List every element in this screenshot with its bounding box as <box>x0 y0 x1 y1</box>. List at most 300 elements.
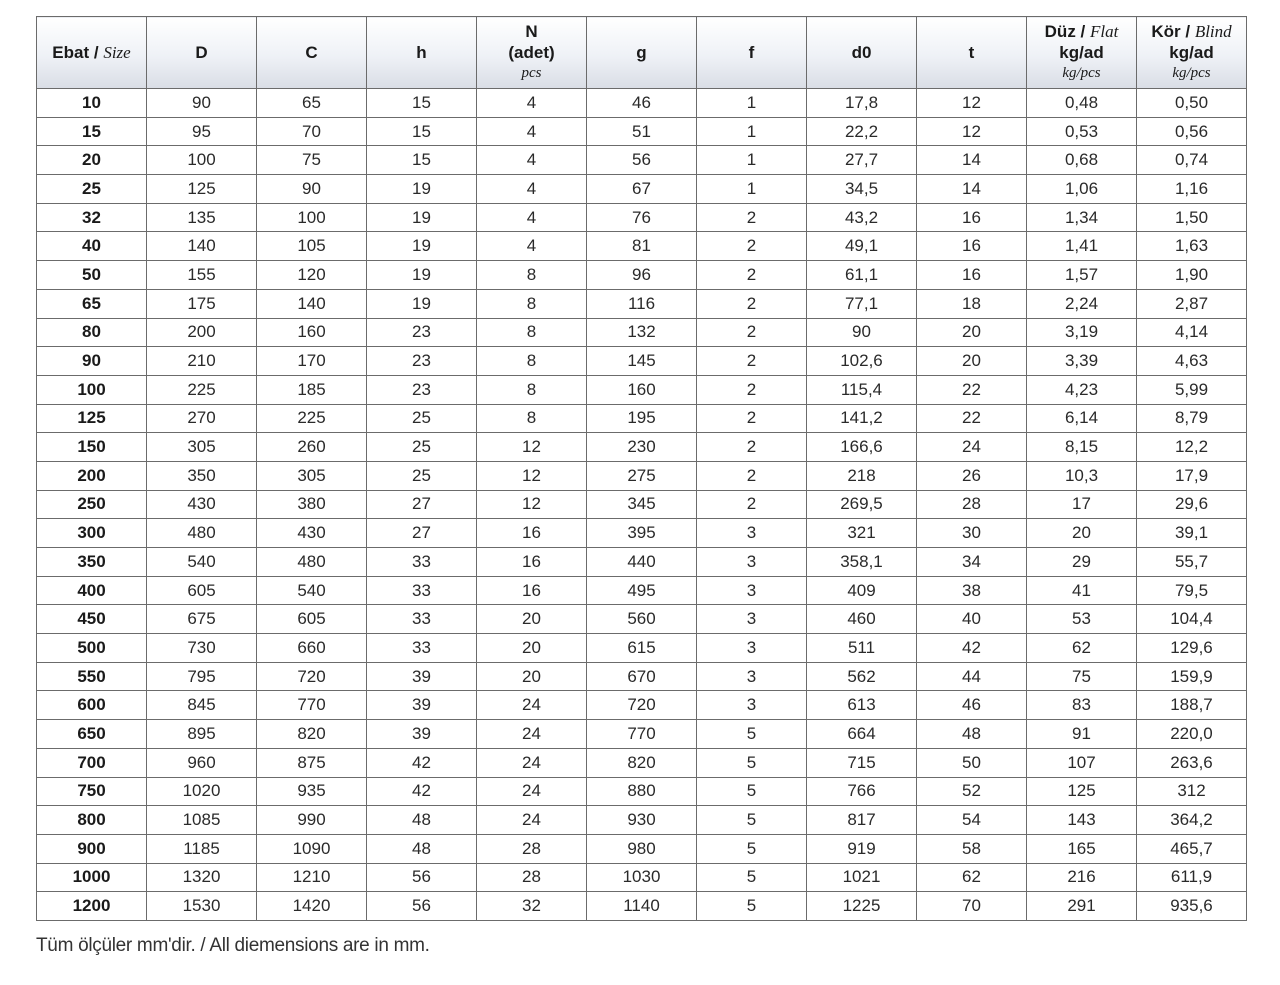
header-flat-en: Flat <box>1090 22 1119 41</box>
cell-d0: 34,5 <box>807 175 917 204</box>
header-n <box>477 17 587 89</box>
cell-f: 2 <box>697 261 807 290</box>
cell-size: 800 <box>37 806 147 835</box>
cell-h: 15 <box>367 146 477 175</box>
cell-c: 1090 <box>257 834 367 863</box>
cell-blind-weight: 159,9 <box>1137 662 1247 691</box>
cell-g: 67 <box>587 175 697 204</box>
cell-f: 2 <box>697 375 807 404</box>
cell-d0: 61,1 <box>807 261 917 290</box>
cell-n: 8 <box>477 318 587 347</box>
cell-n: 4 <box>477 117 587 146</box>
cell-c: 260 <box>257 433 367 462</box>
table-row <box>37 289 1247 318</box>
cell-h: 19 <box>367 203 477 232</box>
table-row <box>37 117 1247 146</box>
cell-blind-weight: 465,7 <box>1137 834 1247 863</box>
table-row <box>37 777 1247 806</box>
cell-h: 27 <box>367 519 477 548</box>
cell-flat-weight: 41 <box>1027 576 1137 605</box>
cell-f: 5 <box>697 777 807 806</box>
table-row <box>37 519 1247 548</box>
cell-flat-weight: 125 <box>1027 777 1137 806</box>
cell-f: 2 <box>697 404 807 433</box>
cell-c: 105 <box>257 232 367 261</box>
cell-g: 96 <box>587 261 697 290</box>
table-row <box>37 232 1247 261</box>
cell-c: 65 <box>257 89 367 118</box>
cell-size: 550 <box>37 662 147 691</box>
cell-n: 12 <box>477 490 587 519</box>
cell-n: 8 <box>477 347 587 376</box>
cell-g: 46 <box>587 89 697 118</box>
cell-d: 155 <box>147 261 257 290</box>
cell-flat-weight: 0,53 <box>1027 117 1137 146</box>
cell-blind-weight: 17,9 <box>1137 461 1247 490</box>
cell-f: 2 <box>697 461 807 490</box>
cell-d: 1530 <box>147 892 257 921</box>
header-size-tr: Ebat / <box>52 43 99 62</box>
cell-h: 56 <box>367 892 477 921</box>
table-row <box>37 806 1247 835</box>
cell-flat-weight: 107 <box>1027 748 1137 777</box>
cell-g: 720 <box>587 691 697 720</box>
cell-n: 8 <box>477 261 587 290</box>
table-row <box>37 89 1247 118</box>
cell-d: 90 <box>147 89 257 118</box>
table-header <box>37 17 1247 89</box>
cell-size: 150 <box>37 433 147 462</box>
cell-size: 32 <box>37 203 147 232</box>
cell-h: 19 <box>367 175 477 204</box>
cell-flat-weight: 216 <box>1027 863 1137 892</box>
cell-f: 1 <box>697 146 807 175</box>
cell-f: 2 <box>697 347 807 376</box>
table-row <box>37 576 1247 605</box>
cell-t: 20 <box>917 347 1027 376</box>
cell-d: 270 <box>147 404 257 433</box>
cell-flat-weight: 10,3 <box>1027 461 1137 490</box>
cell-d0: 166,6 <box>807 433 917 462</box>
cell-g: 145 <box>587 347 697 376</box>
cell-d: 845 <box>147 691 257 720</box>
cell-t: 62 <box>917 863 1027 892</box>
cell-d0: 664 <box>807 720 917 749</box>
cell-blind-weight: 4,14 <box>1137 318 1247 347</box>
cell-g: 980 <box>587 834 697 863</box>
cell-blind-weight: 5,99 <box>1137 375 1247 404</box>
cell-h: 39 <box>367 720 477 749</box>
header-t: t <box>917 17 1027 89</box>
cell-blind-weight: 220,0 <box>1137 720 1247 749</box>
cell-size: 350 <box>37 548 147 577</box>
cell-c: 90 <box>257 175 367 204</box>
cell-d0: 90 <box>807 318 917 347</box>
table-row <box>37 404 1247 433</box>
cell-h: 15 <box>367 117 477 146</box>
header-h: h <box>367 17 477 89</box>
cell-n: 20 <box>477 605 587 634</box>
cell-n: 20 <box>477 662 587 691</box>
cell-g: 116 <box>587 289 697 318</box>
header-flat-weight <box>1027 17 1137 89</box>
cell-flat-weight: 291 <box>1027 892 1137 921</box>
cell-h: 19 <box>367 289 477 318</box>
cell-f: 2 <box>697 490 807 519</box>
cell-flat-weight: 4,23 <box>1027 375 1137 404</box>
cell-d0: 511 <box>807 634 917 663</box>
cell-n: 4 <box>477 89 587 118</box>
cell-g: 230 <box>587 433 697 462</box>
cell-blind-weight: 55,7 <box>1137 548 1247 577</box>
cell-size: 650 <box>37 720 147 749</box>
header-flat-unit: kg/ad <box>1059 43 1104 62</box>
cell-flat-weight: 29 <box>1027 548 1137 577</box>
header-g: g <box>587 17 697 89</box>
header-row <box>37 17 1247 89</box>
cell-size: 100 <box>37 375 147 404</box>
cell-f: 2 <box>697 203 807 232</box>
table-row <box>37 634 1247 663</box>
cell-f: 1 <box>697 89 807 118</box>
cell-h: 56 <box>367 863 477 892</box>
cell-f: 2 <box>697 289 807 318</box>
header-c: C <box>257 17 367 89</box>
cell-size: 750 <box>37 777 147 806</box>
cell-c: 605 <box>257 605 367 634</box>
table-row <box>37 261 1247 290</box>
cell-t: 30 <box>917 519 1027 548</box>
cell-d0: 409 <box>807 576 917 605</box>
cell-size: 700 <box>37 748 147 777</box>
cell-flat-weight: 83 <box>1027 691 1137 720</box>
cell-h: 23 <box>367 318 477 347</box>
cell-g: 160 <box>587 375 697 404</box>
cell-size: 50 <box>37 261 147 290</box>
cell-c: 140 <box>257 289 367 318</box>
cell-size: 1000 <box>37 863 147 892</box>
cell-n: 12 <box>477 433 587 462</box>
cell-t: 46 <box>917 691 1027 720</box>
cell-g: 930 <box>587 806 697 835</box>
cell-c: 770 <box>257 691 367 720</box>
cell-n: 28 <box>477 863 587 892</box>
cell-c: 70 <box>257 117 367 146</box>
table-row <box>37 146 1247 175</box>
cell-d: 305 <box>147 433 257 462</box>
cell-d0: 77,1 <box>807 289 917 318</box>
cell-c: 160 <box>257 318 367 347</box>
cell-h: 33 <box>367 634 477 663</box>
cell-g: 56 <box>587 146 697 175</box>
cell-n: 24 <box>477 720 587 749</box>
cell-size: 25 <box>37 175 147 204</box>
cell-c: 305 <box>257 461 367 490</box>
cell-flat-weight: 75 <box>1027 662 1137 691</box>
cell-d: 225 <box>147 375 257 404</box>
cell-size: 500 <box>37 634 147 663</box>
flange-dimensions-table <box>36 16 1247 921</box>
cell-h: 19 <box>367 232 477 261</box>
cell-n: 4 <box>477 175 587 204</box>
cell-d: 100 <box>147 146 257 175</box>
cell-f: 3 <box>697 519 807 548</box>
cell-f: 5 <box>697 863 807 892</box>
cell-blind-weight: 104,4 <box>1137 605 1247 634</box>
cell-d0: 358,1 <box>807 548 917 577</box>
cell-d0: 49,1 <box>807 232 917 261</box>
table-row <box>37 662 1247 691</box>
cell-g: 345 <box>587 490 697 519</box>
cell-blind-weight: 39,1 <box>1137 519 1247 548</box>
cell-size: 40 <box>37 232 147 261</box>
cell-h: 33 <box>367 576 477 605</box>
cell-flat-weight: 165 <box>1027 834 1137 863</box>
cell-h: 25 <box>367 461 477 490</box>
cell-size: 10 <box>37 89 147 118</box>
cell-c: 540 <box>257 576 367 605</box>
header-flat-tr: Düz / <box>1044 22 1086 41</box>
cell-t: 28 <box>917 490 1027 519</box>
cell-h: 48 <box>367 806 477 835</box>
cell-d: 200 <box>147 318 257 347</box>
cell-h: 33 <box>367 548 477 577</box>
cell-t: 18 <box>917 289 1027 318</box>
cell-flat-weight: 1,57 <box>1027 261 1137 290</box>
cell-c: 820 <box>257 720 367 749</box>
cell-d0: 1021 <box>807 863 917 892</box>
cell-h: 48 <box>367 834 477 863</box>
flange-dimensions-table-wrapper <box>36 16 1243 921</box>
cell-c: 990 <box>257 806 367 835</box>
cell-blind-weight: 364,2 <box>1137 806 1247 835</box>
cell-f: 5 <box>697 806 807 835</box>
cell-flat-weight: 2,24 <box>1027 289 1137 318</box>
cell-t: 12 <box>917 117 1027 146</box>
table-row <box>37 433 1247 462</box>
cell-size: 15 <box>37 117 147 146</box>
cell-c: 100 <box>257 203 367 232</box>
cell-f: 2 <box>697 318 807 347</box>
cell-f: 3 <box>697 662 807 691</box>
cell-h: 23 <box>367 347 477 376</box>
cell-d: 795 <box>147 662 257 691</box>
cell-f: 1 <box>697 175 807 204</box>
cell-t: 24 <box>917 433 1027 462</box>
cell-blind-weight: 0,74 <box>1137 146 1247 175</box>
cell-flat-weight: 1,34 <box>1027 203 1137 232</box>
header-flat-unit-en: kg/pcs <box>1062 65 1101 81</box>
cell-d: 960 <box>147 748 257 777</box>
header-blind-tr: Kör / <box>1151 22 1191 41</box>
cell-d: 1185 <box>147 834 257 863</box>
cell-t: 12 <box>917 89 1027 118</box>
cell-g: 195 <box>587 404 697 433</box>
cell-size: 65 <box>37 289 147 318</box>
header-d: D <box>147 17 257 89</box>
cell-size: 1200 <box>37 892 147 921</box>
cell-g: 132 <box>587 318 697 347</box>
cell-blind-weight: 79,5 <box>1137 576 1247 605</box>
cell-h: 42 <box>367 748 477 777</box>
header-blind-unit: kg/ad <box>1169 43 1214 62</box>
cell-c: 875 <box>257 748 367 777</box>
cell-flat-weight: 3,19 <box>1027 318 1137 347</box>
cell-n: 32 <box>477 892 587 921</box>
table-row <box>37 748 1247 777</box>
cell-n: 8 <box>477 375 587 404</box>
cell-size: 80 <box>37 318 147 347</box>
cell-flat-weight: 1,41 <box>1027 232 1137 261</box>
table-row <box>37 175 1247 204</box>
cell-flat-weight: 6,14 <box>1027 404 1137 433</box>
cell-c: 75 <box>257 146 367 175</box>
table-body <box>37 89 1247 921</box>
cell-g: 670 <box>587 662 697 691</box>
cell-d: 1020 <box>147 777 257 806</box>
cell-t: 16 <box>917 232 1027 261</box>
cell-t: 52 <box>917 777 1027 806</box>
cell-d0: 613 <box>807 691 917 720</box>
cell-t: 20 <box>917 318 1027 347</box>
cell-g: 440 <box>587 548 697 577</box>
cell-d: 140 <box>147 232 257 261</box>
cell-h: 19 <box>367 261 477 290</box>
cell-h: 25 <box>367 433 477 462</box>
cell-flat-weight: 20 <box>1027 519 1137 548</box>
cell-t: 42 <box>917 634 1027 663</box>
cell-d: 1085 <box>147 806 257 835</box>
header-d0: d0 <box>807 17 917 89</box>
cell-t: 34 <box>917 548 1027 577</box>
cell-t: 22 <box>917 404 1027 433</box>
cell-g: 275 <box>587 461 697 490</box>
cell-g: 395 <box>587 519 697 548</box>
cell-g: 560 <box>587 605 697 634</box>
cell-blind-weight: 12,2 <box>1137 433 1247 462</box>
header-f: f <box>697 17 807 89</box>
cell-t: 14 <box>917 175 1027 204</box>
table-row <box>37 548 1247 577</box>
cell-flat-weight: 53 <box>1027 605 1137 634</box>
cell-flat-weight: 1,06 <box>1027 175 1137 204</box>
cell-c: 660 <box>257 634 367 663</box>
header-size <box>37 17 147 89</box>
cell-d0: 269,5 <box>807 490 917 519</box>
cell-g: 1140 <box>587 892 697 921</box>
table-row <box>37 691 1247 720</box>
table-row <box>37 318 1247 347</box>
cell-c: 185 <box>257 375 367 404</box>
cell-c: 120 <box>257 261 367 290</box>
cell-t: 38 <box>917 576 1027 605</box>
table-row <box>37 375 1247 404</box>
cell-c: 380 <box>257 490 367 519</box>
cell-c: 935 <box>257 777 367 806</box>
cell-d0: 321 <box>807 519 917 548</box>
cell-d0: 102,6 <box>807 347 917 376</box>
cell-g: 1030 <box>587 863 697 892</box>
cell-d: 540 <box>147 548 257 577</box>
cell-t: 44 <box>917 662 1027 691</box>
cell-d: 1320 <box>147 863 257 892</box>
header-blind-en: Blind <box>1194 22 1232 41</box>
cell-d0: 141,2 <box>807 404 917 433</box>
cell-h: 39 <box>367 662 477 691</box>
cell-d: 605 <box>147 576 257 605</box>
cell-d: 125 <box>147 175 257 204</box>
cell-size: 250 <box>37 490 147 519</box>
cell-c: 1420 <box>257 892 367 921</box>
footnote: Tüm ölçüler mm'dir. / All diemensions are in mm. <box>36 935 430 956</box>
cell-n: 20 <box>477 634 587 663</box>
cell-flat-weight: 17 <box>1027 490 1137 519</box>
cell-size: 200 <box>37 461 147 490</box>
cell-blind-weight: 1,63 <box>1137 232 1247 261</box>
cell-n: 28 <box>477 834 587 863</box>
cell-f: 3 <box>697 691 807 720</box>
cell-f: 1 <box>697 117 807 146</box>
cell-d0: 715 <box>807 748 917 777</box>
cell-t: 14 <box>917 146 1027 175</box>
cell-f: 5 <box>697 834 807 863</box>
cell-n: 16 <box>477 548 587 577</box>
cell-n: 24 <box>477 748 587 777</box>
cell-t: 50 <box>917 748 1027 777</box>
cell-g: 615 <box>587 634 697 663</box>
cell-d0: 562 <box>807 662 917 691</box>
header-blind-unit-en: kg/pcs <box>1172 65 1211 81</box>
table-row <box>37 863 1247 892</box>
cell-f: 3 <box>697 605 807 634</box>
table-row <box>37 490 1247 519</box>
cell-n: 24 <box>477 777 587 806</box>
cell-d: 895 <box>147 720 257 749</box>
cell-c: 480 <box>257 548 367 577</box>
cell-n: 12 <box>477 461 587 490</box>
table-row <box>37 203 1247 232</box>
cell-t: 40 <box>917 605 1027 634</box>
cell-blind-weight: 1,90 <box>1137 261 1247 290</box>
cell-blind-weight: 1,16 <box>1137 175 1247 204</box>
cell-f: 3 <box>697 576 807 605</box>
cell-h: 15 <box>367 89 477 118</box>
cell-blind-weight: 129,6 <box>1137 634 1247 663</box>
cell-c: 720 <box>257 662 367 691</box>
cell-f: 5 <box>697 748 807 777</box>
cell-h: 39 <box>367 691 477 720</box>
cell-d: 730 <box>147 634 257 663</box>
header-n-unit: (adet) <box>508 43 555 62</box>
header-n-unit-en: pcs <box>521 65 542 81</box>
cell-blind-weight: 0,56 <box>1137 117 1247 146</box>
cell-d0: 115,4 <box>807 375 917 404</box>
cell-t: 16 <box>917 203 1027 232</box>
table-row <box>37 461 1247 490</box>
cell-g: 76 <box>587 203 697 232</box>
cell-c: 1210 <box>257 863 367 892</box>
cell-d: 175 <box>147 289 257 318</box>
cell-size: 300 <box>37 519 147 548</box>
cell-d0: 22,2 <box>807 117 917 146</box>
cell-blind-weight: 312 <box>1137 777 1247 806</box>
cell-f: 2 <box>697 433 807 462</box>
cell-h: 27 <box>367 490 477 519</box>
cell-size: 90 <box>37 347 147 376</box>
cell-f: 5 <box>697 892 807 921</box>
cell-blind-weight: 29,6 <box>1137 490 1247 519</box>
header-size-en: Size <box>103 43 131 62</box>
